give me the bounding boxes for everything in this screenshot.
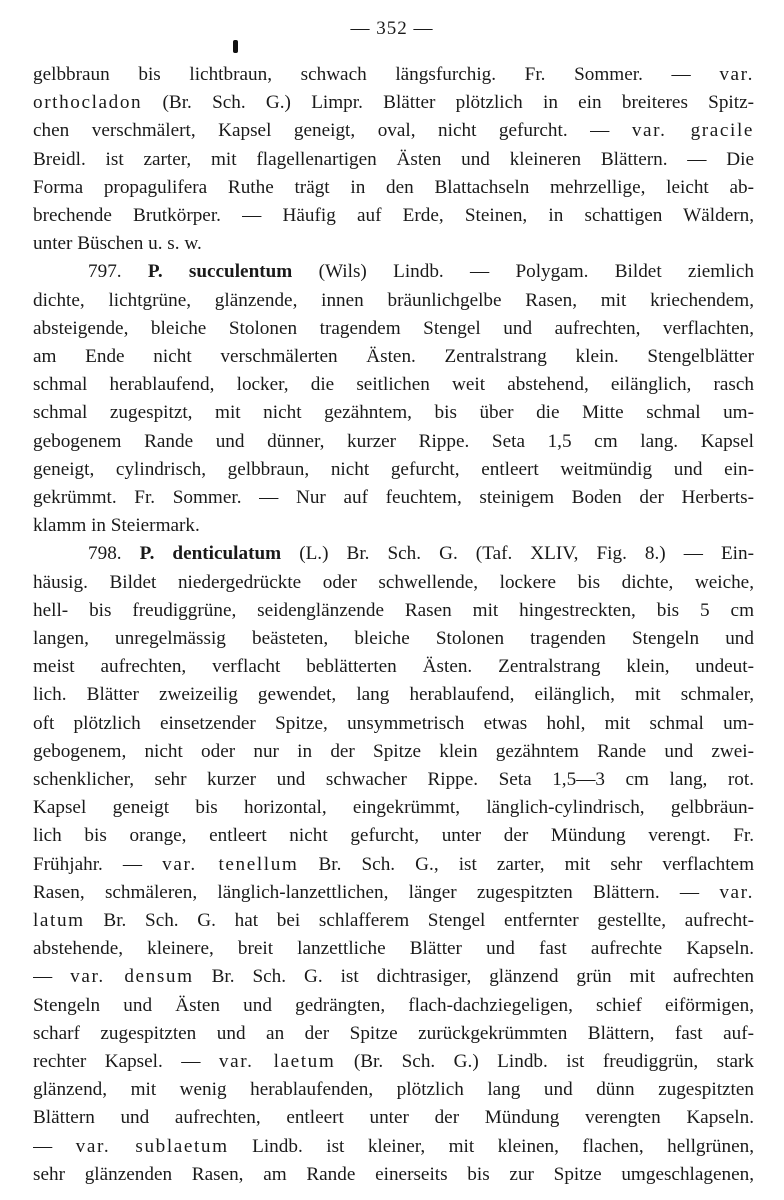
text-segment: (Wils) Lindb. — Polygam. Bildet ziemlich [292, 261, 754, 283]
text-line [33, 992, 754, 1020]
text-line [33, 851, 754, 879]
text-segment: schenklicher, sehr kurzer und schwacher Rippe. Seta 1,5—3 cm lang, rot. [33, 769, 754, 790]
text-line [33, 766, 754, 794]
text-segment: scharf zugespitzten und an der Spitze zurückgekrümmten Blättern, fast auf- [33, 1022, 754, 1044]
text-segment: — [33, 966, 71, 988]
text-segment: Kapsel geneigt bis horizontal, eingekrümmt, länglich-cylindrisch, gelbbräun- [33, 797, 754, 819]
text-line [33, 287, 754, 315]
text-line [33, 879, 754, 907]
text-line [33, 738, 754, 766]
variety-name: var. gracile [631, 120, 754, 142]
text-segment: (Br. Sch. G.) Lindb. ist freudiggrün, stark [335, 1051, 754, 1072]
variety-name: var. [719, 64, 754, 85]
text-line [33, 907, 754, 935]
text-line [33, 681, 754, 709]
text-segment: Stengeln und Ästen und gedrängten, flach-dachziegeligen, schief eiförmigen, [33, 994, 754, 1016]
text-segment: Breidl. ist zarter, mit flagellenartigen Ästen und kleineren Blättern. — Die [33, 148, 754, 170]
text-segment: schmal zugespitzt, mit nicht gezähntem, bis über die Mitte schmal um- [33, 402, 754, 424]
text-segment: absteigende, bleiche Stolonen tragendem Stengel und aufrechten, verflachten, [33, 317, 754, 339]
text-line [33, 1048, 754, 1076]
ink-smudge [233, 40, 238, 53]
variety-name: var. [719, 881, 754, 903]
text-segment: sehr glänzenden Rasen, am Rande einerseits bis zur Spitze umgeschlagenen, [33, 1163, 754, 1185]
text-segment: gebogenem Rande und dünner, kurzer Rippe. Seta 1,5 cm lang. Kapsel [33, 430, 754, 452]
text-segment: am Ende nicht verschmälerten Ästen. Zentralstrang klein. Stengelblätter [33, 346, 754, 367]
species-name: P. denticulatum [139, 543, 282, 565]
text-segment: Forma propagulifera Ruthe trägt in den Blattachseln mehrzellige, leicht ab- [33, 176, 754, 198]
text-segment: lich bis orange, entleert nicht gefurcht, unter der Mündung verengt. Fr. [33, 825, 754, 847]
text-line [33, 456, 754, 484]
text-segment: — [33, 1135, 76, 1157]
text-segment: häusig. Bildet niedergedrückte oder schwellende, lockere bis dichte, weiche, [33, 571, 754, 593]
text-segment: geneigt, cylindrisch, gelbbraun, nicht gefurcht, entleert weitmündig und ein- [33, 458, 754, 480]
text-line [33, 343, 754, 371]
page-number: — 352 — [350, 18, 434, 39]
text-line [33, 428, 754, 456]
text-segment: (L.) Br. Sch. G. (Taf. XLIV, Fig. 8.) — Ein- [281, 543, 754, 565]
text-line [33, 399, 754, 427]
text-segment: langen, unregelmässig beästeten, bleiche Stolonen tragenden Stengeln und [33, 628, 754, 649]
variety-name: orthocladon [33, 92, 143, 114]
text-line [33, 822, 754, 850]
text-segment: Rasen, schmäleren, länglich-lanzettlichen, länger zugespitzten Blättern. — [33, 881, 720, 903]
text-line [33, 1020, 754, 1048]
text-line [33, 371, 754, 399]
text-segment: 797. [88, 261, 148, 283]
text-segment: klamm in Steiermark. [33, 515, 200, 537]
text-line [33, 597, 754, 625]
text-segment: (Br. Sch. G.) Limpr. Blätter plötzlich in ein breiteres Spitz- [142, 92, 754, 114]
text-segment: gebogenem, nicht oder nur in der Spitze klein gezähntem Rande und zwei- [33, 740, 754, 762]
text-segment: oft plötzlich einsetzender Spitze, unsymmetrisch etwas hohl, mit schmal um- [33, 712, 754, 734]
text-line [33, 202, 754, 230]
text-segment: gekrümmt. Fr. Sommer. — Nur auf feuchtem, steinigem Boden der Herberts- [33, 487, 754, 508]
text-line [33, 1133, 754, 1161]
text-line [33, 117, 754, 145]
text-segment: Br. Sch. G. ist dichtrasiger, glänzend grün mit aufrechten [193, 966, 754, 988]
text-segment: Br. Sch. G., ist zarter, mit sehr verflachtem [298, 853, 754, 875]
text-line [33, 512, 754, 540]
text-line [33, 315, 754, 343]
text-segment: glänzend, mit wenig herablaufenden, plötzlich lang und dünn zugespitzten [33, 1079, 754, 1101]
variety-name: var. sublaetum [75, 1135, 229, 1157]
text-line [33, 484, 754, 512]
text-segment: lich. Blätter zweizeilig gewendet, lang herablaufend, eilänglich, mit schmaler, [33, 684, 754, 706]
text-line [33, 569, 754, 597]
text-line [33, 89, 754, 117]
text-segment: rechter Kapsel. — [33, 1051, 219, 1072]
text-segment: brechende Brutkörper. — Häufig auf Erde, Steinen, in schattigen Wäldern, [33, 205, 754, 226]
text-segment: 798. [88, 543, 140, 565]
variety-name: latum [33, 910, 85, 931]
variety-name: var. densum [70, 966, 194, 988]
text-segment: gelbbraun bis lichtbraun, schwach längsfurchig. Fr. Sommer. — [33, 64, 720, 85]
text-line [33, 146, 754, 174]
text-segment: schmal herablaufend, locker, die seitlichen weit abstehend, eilänglich, rasch [33, 374, 754, 396]
text-segment: abstehende, kleinere, breit lanzettliche Blätter und fast aufrechte Kapseln. [33, 938, 754, 960]
text-line [33, 1076, 754, 1104]
text-line [88, 258, 754, 286]
text-line [33, 1161, 754, 1189]
text-segment: Blättern und aufrechten, entleert unter der Mündung verengten Kapseln. [33, 1107, 754, 1129]
species-name: P. succulentum [147, 261, 293, 283]
text-line [33, 1104, 754, 1132]
text-line [33, 794, 754, 822]
text-line [33, 710, 754, 738]
text-line [88, 540, 754, 568]
text-line [33, 625, 754, 653]
text-segment: Br. Sch. G. hat bei schlafferem Stengel entfernter gestellte, aufrecht- [84, 910, 754, 931]
text-segment: dichte, lichtgrüne, glänzende, innen bräunlichgelbe Rasen, mit kriechendem, [33, 289, 754, 311]
text-line [33, 935, 754, 963]
text-segment: chen verschmälert, Kapsel geneigt, oval, nicht gefurcht. — [33, 120, 632, 142]
text-line [33, 61, 754, 89]
text-line [33, 963, 754, 991]
text-line [33, 653, 754, 681]
text-line [33, 230, 754, 258]
variety-name: var. tenellum [162, 853, 299, 875]
text-line [33, 174, 754, 202]
text-segment: Frühjahr. — [33, 853, 163, 875]
variety-name: var. laetum [218, 1051, 336, 1072]
text-segment: unter Büschen u. s. w. [33, 233, 202, 255]
text-segment: hell- bis freudiggrüne, seidenglänzende Rasen mit hingestreckten, bis 5 cm [33, 599, 754, 621]
text-segment: Lindb. ist kleiner, mit kleinen, flachen, hellgrünen, [228, 1135, 754, 1157]
text-segment: meist aufrechten, verflacht beblätterten Ästen. Zentralstrang klein, undeut- [33, 656, 754, 678]
